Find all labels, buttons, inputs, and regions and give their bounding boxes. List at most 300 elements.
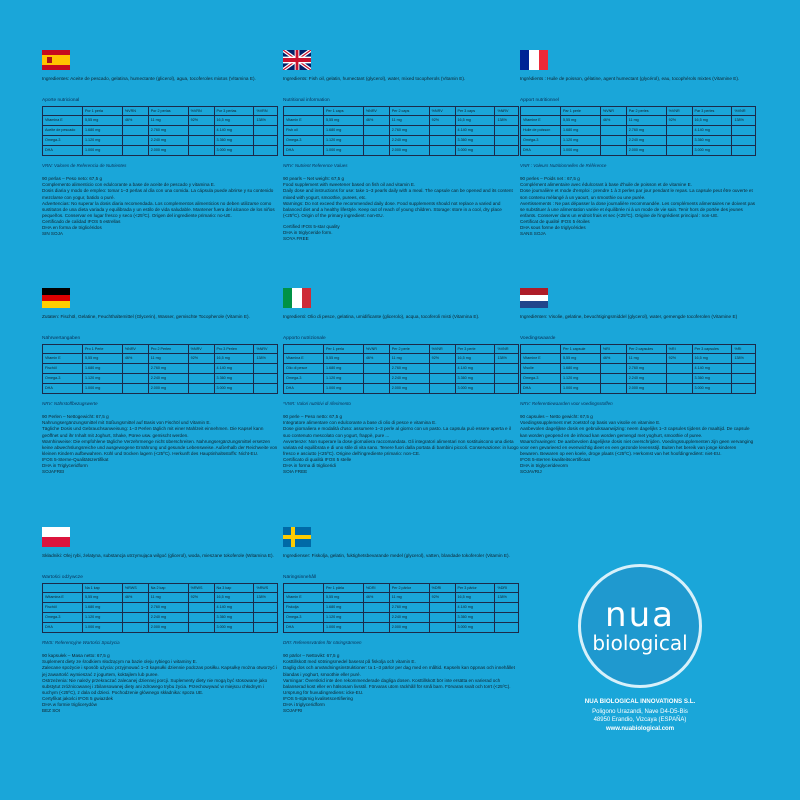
table-cell: 3.000 mg bbox=[214, 384, 254, 394]
table-cell: Par 3 perles bbox=[692, 107, 732, 116]
table-cell: %NRV bbox=[363, 107, 389, 116]
table-row bbox=[43, 584, 278, 593]
panel-en bbox=[283, 50, 519, 242]
table-cell: 3.000 mg bbox=[455, 623, 495, 633]
table-cell: 138% bbox=[732, 354, 756, 364]
table-cell: Per 1 pärla bbox=[323, 584, 363, 593]
description-line: SANS SOJA bbox=[520, 230, 546, 236]
table-cell: 11 mg bbox=[626, 116, 666, 126]
table-cell bbox=[254, 364, 278, 374]
table-cell: 16,5 mg bbox=[455, 354, 495, 364]
table-cell bbox=[495, 364, 519, 374]
nutrition-title: Apporto nutrizionale bbox=[283, 336, 326, 341]
table-cell bbox=[363, 374, 389, 384]
table-cell: 11 mg bbox=[389, 116, 429, 126]
description-line: 90 perlas – Peso neto: 67,5 g bbox=[42, 176, 103, 182]
ingredients-text: Ingredients: Fish oil, gelatin, humectant (glycerol), water, mixed tocopherols (Vitamin E). bbox=[283, 76, 466, 81]
table-cell: 16,5 mg bbox=[214, 354, 254, 364]
table-cell: 92% bbox=[666, 354, 692, 364]
table-cell bbox=[732, 126, 756, 136]
panel-it bbox=[283, 288, 519, 475]
table-row bbox=[284, 603, 519, 613]
table-cell: Pro 1 Perle bbox=[82, 345, 122, 354]
table-cell bbox=[254, 136, 278, 146]
table-cell: 1.000 mg bbox=[82, 146, 122, 156]
table-cell: 2.000 mg bbox=[626, 146, 666, 156]
reference-note: NRV: Nutrient Reference Values bbox=[283, 163, 348, 169]
table-cell bbox=[122, 374, 148, 384]
table-row bbox=[521, 126, 756, 136]
table-row bbox=[284, 354, 519, 364]
table-cell: 1.120 mg bbox=[323, 136, 363, 146]
table-cell: 2.760 mg bbox=[389, 603, 429, 613]
table-cell: 1.680 mg bbox=[323, 126, 363, 136]
table-cell bbox=[495, 374, 519, 384]
table-cell bbox=[495, 384, 519, 394]
table-row bbox=[521, 374, 756, 384]
table-cell: Vitamina E bbox=[284, 354, 324, 364]
table-cell: 46% bbox=[363, 593, 389, 603]
table-cell bbox=[284, 584, 324, 593]
table-row bbox=[43, 136, 278, 146]
table-cell bbox=[666, 384, 692, 394]
nutrition-table bbox=[520, 344, 756, 394]
table-cell: %RI bbox=[732, 345, 756, 354]
table-cell: 46% bbox=[363, 354, 389, 364]
table-row bbox=[43, 603, 278, 613]
italy-flag-icon bbox=[283, 288, 311, 308]
table-cell: Por 2 perlas bbox=[148, 107, 188, 116]
table-cell: 5,55 mg bbox=[323, 354, 363, 364]
table-cell: 4.140 mg bbox=[455, 126, 495, 136]
table-cell: 1.680 mg bbox=[323, 603, 363, 613]
table-cell: 1.120 mg bbox=[82, 136, 122, 146]
table-row bbox=[521, 107, 756, 116]
nutrition-title: Nährwertangaben bbox=[42, 336, 81, 341]
description-line: Warnhinweise: Die empfohlene tägliche Verzehrmenge nicht überschreiten. Nahrungsergänzungsmittel ersetzen keine abwechslungsreiche und ausgewogene Ernährung und gesunde Lebensweise. Außerhalb der Reichweite von kleinen Kindern aufbewahren. Kühl und trocken lagern (<25ºC). Herkunft des Hauptinhaltsstoffs: Nicht-EU. bbox=[42, 438, 278, 456]
table-cell bbox=[188, 146, 214, 156]
table-row bbox=[284, 126, 519, 136]
netherlands-flag-icon bbox=[520, 288, 548, 308]
table-cell: 16,5 mg bbox=[214, 116, 254, 126]
description-line: Certyfikat jakości IFOS 5 gwiazdek bbox=[42, 695, 113, 701]
table-row bbox=[284, 584, 519, 593]
table-row bbox=[284, 364, 519, 374]
table-cell: 92% bbox=[429, 354, 455, 364]
table-cell: 2.000 mg bbox=[148, 146, 188, 156]
table-row bbox=[521, 364, 756, 374]
table-cell bbox=[188, 623, 214, 633]
table-cell: 2.240 mg bbox=[626, 136, 666, 146]
description-line: BEZ SOI bbox=[42, 707, 61, 713]
table-cell: 1.680 mg bbox=[82, 603, 122, 613]
table-cell bbox=[732, 364, 756, 374]
nutrition-title: Aporte nutricional bbox=[42, 98, 80, 103]
description-line: Daily dose and instructions for use: take 1–3 pearls daily with a meal. The capsule can be opened and its content mixed with yogurt, smoothie, purees, etc. bbox=[283, 188, 513, 200]
description-line: SOJAFRI bbox=[283, 707, 303, 713]
table-cell bbox=[122, 136, 148, 146]
description-line: Certified IFOS 5-star quality bbox=[283, 223, 340, 229]
sweden-flag-icon bbox=[283, 527, 311, 547]
table-cell: %NRV bbox=[495, 107, 519, 116]
table-cell: 3.000 mg bbox=[455, 384, 495, 394]
table-cell: 1.120 mg bbox=[560, 136, 600, 146]
table-cell: %RWS bbox=[188, 584, 214, 593]
table-cell: 3.360 mg bbox=[455, 136, 495, 146]
table-cell: 3.360 mg bbox=[214, 374, 254, 384]
table-cell: 3.000 mg bbox=[692, 384, 732, 394]
table-cell: 138% bbox=[732, 116, 756, 126]
table-cell: 138% bbox=[495, 593, 519, 603]
table-cell: %NRV bbox=[429, 107, 455, 116]
table-cell: Per 2 pärlor bbox=[389, 584, 429, 593]
table-cell bbox=[666, 364, 692, 374]
table-cell: Na 2 kap bbox=[148, 584, 188, 593]
description-line: Certificat de qualité IFOS 5 étoiles bbox=[520, 218, 590, 224]
table-cell: 3.360 mg bbox=[455, 374, 495, 384]
table-cell: 11 mg bbox=[148, 354, 188, 364]
table-cell bbox=[429, 384, 455, 394]
nutrition-table bbox=[283, 583, 519, 633]
description-line: Dose giornaliera e modalità d'uso: assumere 1–3 perle al giorno con un pasto. La capsula può essere aperta e il suo contenuto mescolato con yogurt, frappè, pure ... bbox=[283, 426, 511, 438]
table-cell bbox=[600, 136, 626, 146]
table-cell bbox=[254, 146, 278, 156]
reference-note: *VNR: Valori nutritivi di riferimento bbox=[283, 401, 351, 407]
table-cell: %RI bbox=[600, 345, 626, 354]
description-line: SIN SOJA bbox=[42, 230, 63, 236]
table-cell bbox=[363, 623, 389, 633]
table-cell bbox=[732, 374, 756, 384]
table-cell: 3.360 mg bbox=[692, 374, 732, 384]
description-line: DHA in Triglyceridform bbox=[42, 462, 88, 468]
table-cell bbox=[43, 345, 83, 354]
description-line: DHA in triglyceride form. bbox=[283, 229, 333, 235]
table-cell: 1.000 mg bbox=[560, 384, 600, 394]
table-cell: Visolie bbox=[521, 364, 561, 374]
table-cell bbox=[122, 384, 148, 394]
description-line: Waarschuwingen: De aanbevolen dagelijkse dosis niet overschrijden. Voedingssupplementen zijn geen vervanging voor een gevarieerd en evenwichtig dieet en een gezonde levensstijl. Buiten het bereik van jonge kinderen bewaren. Bewaren op een koele, droge plaats (<25ºC). Herkomst van het hoofdingrediënt: niet-EU. bbox=[520, 438, 754, 456]
table-cell bbox=[43, 107, 83, 116]
table-cell: 1.680 mg bbox=[323, 364, 363, 374]
table-row bbox=[521, 384, 756, 394]
table-cell: 4.140 mg bbox=[455, 603, 495, 613]
table-cell: 46% bbox=[122, 116, 148, 126]
ingredients-text: Zutaten: Fischöl, Gelatine, Feuchthaltemittel (Glycerin), Wasser, gemischte Tocopherole (Vitamin E). bbox=[42, 314, 250, 319]
ingredients-text: Ingredienser: Fiskolja, gelatin, fuktighetsbevarande medel (glycerol), vatten, blandade tokoferoler (Vitamin E). bbox=[283, 553, 510, 558]
reference-note: DRI: Referensvärden för näringsämnen bbox=[283, 640, 362, 646]
description-line: Certificato di qualità IFOS 5 stelle bbox=[283, 456, 352, 462]
table-cell: 2.240 mg bbox=[389, 136, 429, 146]
table-cell: 46% bbox=[122, 354, 148, 364]
table-cell: %VRN bbox=[254, 107, 278, 116]
description-line: Varningar: Överskrid inte den rekommenderade dagliga dosen. Kosttillskott bör inte ersätta en varierad och balanserad kost eller en hälsosam livsstil. Förvaras utom räckhåll för små barn. Förvaras svalt och torrt (<25ºC). Ursprung för huvudingrediens: icke-EU. bbox=[283, 677, 511, 695]
company-name: NUA BIOLOGICAL INNOVATIONS S.L. bbox=[584, 698, 696, 705]
table-cell: Vitamin E bbox=[284, 116, 324, 126]
product-description bbox=[42, 414, 278, 475]
table-cell bbox=[600, 146, 626, 156]
table-cell: 2.760 mg bbox=[148, 603, 188, 613]
description-line: Advertencias: No superar la dosis diaria recomendada. Los complementos alimenticios no deben utilizarse como sustitutos de una dieta variada y equilibrada y un estilo de vida saludable. Mantener fuera del alcance de los niños pequeños. Conservar en lugar fresco y seco (<25ºC). Origen del ingrediente primario: no-UE. bbox=[42, 200, 275, 218]
table-cell: 5,55 mg bbox=[82, 593, 122, 603]
nutrition-title: Apport nutritionnel bbox=[520, 98, 559, 103]
description-line: 90 pearls – Net weight: 67,5 g bbox=[283, 176, 345, 182]
table-cell: 2.760 mg bbox=[389, 364, 429, 374]
nutrition-table bbox=[42, 583, 278, 633]
table-cell: Per 3 caps bbox=[455, 107, 495, 116]
table-cell: 16,5 mg bbox=[692, 116, 732, 126]
table-cell: 2.240 mg bbox=[148, 136, 188, 146]
nutrition-table bbox=[42, 344, 278, 394]
table-cell: Omega-3 bbox=[521, 374, 561, 384]
table-cell: 4.140 mg bbox=[214, 364, 254, 374]
company-info bbox=[580, 698, 700, 733]
table-cell: Vitamin E bbox=[284, 593, 324, 603]
table-cell: Per 2 caps bbox=[389, 107, 429, 116]
table-cell bbox=[188, 374, 214, 384]
table-cell bbox=[122, 126, 148, 136]
table-cell: 2.240 mg bbox=[389, 374, 429, 384]
table-cell: %VNR bbox=[732, 107, 756, 116]
table-cell: 16,5 mg bbox=[455, 593, 495, 603]
table-cell: Fiskolja bbox=[284, 603, 324, 613]
reference-note: NRV: Nährstoffbezugswerte bbox=[42, 401, 98, 407]
description-line: IFOS 5-sterren kwaliteitscertificaat bbox=[520, 456, 590, 462]
nutrition-table bbox=[42, 106, 278, 156]
panel-se bbox=[283, 527, 519, 714]
table-cell: %NRV bbox=[122, 345, 148, 354]
table-cell: Olio di pesce bbox=[284, 364, 324, 374]
table-row bbox=[284, 136, 519, 146]
table-cell bbox=[429, 364, 455, 374]
table-cell: Per 2 perle bbox=[389, 345, 429, 354]
table-cell: 1.680 mg bbox=[82, 364, 122, 374]
table-cell: 3.360 mg bbox=[692, 136, 732, 146]
table-cell: 1.680 mg bbox=[82, 126, 122, 136]
table-cell bbox=[363, 613, 389, 623]
table-row bbox=[43, 384, 278, 394]
table-cell bbox=[495, 613, 519, 623]
nutrition-title: Nutritional information bbox=[283, 98, 330, 103]
table-cell bbox=[188, 603, 214, 613]
table-cell: Fischöl bbox=[43, 603, 83, 613]
table-cell: 5,55 mg bbox=[560, 116, 600, 126]
description-line: 90 perle – Peso netto: 67,5 g bbox=[283, 414, 342, 420]
description-line: 90 capsules – Netto gewicht: 67,5 g bbox=[520, 414, 593, 420]
table-cell bbox=[254, 384, 278, 394]
table-cell: 11 mg bbox=[148, 116, 188, 126]
table-cell bbox=[521, 107, 561, 116]
table-cell: 92% bbox=[188, 593, 214, 603]
table-cell: 5,55 mg bbox=[323, 593, 363, 603]
table-cell: Omega-3 bbox=[43, 613, 83, 623]
table-cell: 3.000 mg bbox=[214, 623, 254, 633]
description-line: 90 Perlen – Nettogewicht: 67,5 g bbox=[42, 414, 109, 420]
table-cell: 1.120 mg bbox=[560, 374, 600, 384]
table-cell: 92% bbox=[188, 116, 214, 126]
table-cell: 4.140 mg bbox=[692, 364, 732, 374]
table-cell: 1.120 mg bbox=[323, 613, 363, 623]
table-cell bbox=[188, 364, 214, 374]
table-cell: Per 3 perle bbox=[455, 345, 495, 354]
table-cell bbox=[429, 623, 455, 633]
table-cell bbox=[600, 374, 626, 384]
table-row bbox=[284, 623, 519, 633]
table-cell: Omega-3 bbox=[43, 374, 83, 384]
table-row bbox=[43, 107, 278, 116]
table-cell: 11 mg bbox=[389, 354, 429, 364]
table-cell bbox=[188, 613, 214, 623]
table-cell: 3.360 mg bbox=[214, 613, 254, 623]
table-cell: 16,5 mg bbox=[455, 116, 495, 126]
company-website-link[interactable]: www.nuabiological.com bbox=[605, 725, 675, 732]
product-description bbox=[42, 176, 278, 237]
table-cell: 11 mg bbox=[626, 354, 666, 364]
table-cell bbox=[429, 374, 455, 384]
table-cell: 46% bbox=[363, 116, 389, 126]
panel-de bbox=[42, 288, 278, 475]
description-line: IFOS 5-stjärnig kvalitetscertifiering bbox=[283, 695, 353, 701]
description-line: Integratore alimentare con edulcorante a base di olio di pesce e vitamina E. bbox=[283, 420, 437, 426]
description-line: DHA in forma di trigliceridi bbox=[283, 462, 336, 468]
table-cell: 1.000 mg bbox=[323, 623, 363, 633]
table-row bbox=[43, 613, 278, 623]
table-cell bbox=[254, 603, 278, 613]
table-cell: 5,55 mg bbox=[323, 116, 363, 126]
table-row bbox=[521, 354, 756, 364]
table-cell bbox=[122, 364, 148, 374]
table-cell: 5,55 mg bbox=[560, 354, 600, 364]
table-cell: DHA bbox=[284, 146, 324, 156]
table-cell bbox=[666, 136, 692, 146]
table-row bbox=[43, 116, 278, 126]
table-cell bbox=[363, 146, 389, 156]
table-cell: Per 2 capsules bbox=[626, 345, 666, 354]
panel-pl bbox=[42, 527, 278, 714]
description-line: SOJAFREI bbox=[42, 468, 65, 474]
table-cell: DHA bbox=[43, 623, 83, 633]
description-line: Zalecane spożycie i sposób użycia: przyjmować 1–3 kapsułki dziennie podczas posiłku. Kapsułkę można otworzyć i jej zawartość wymieszać z jogurtem, koktajlem lub puree. bbox=[42, 665, 277, 677]
table-cell bbox=[600, 126, 626, 136]
table-cell: %VNR bbox=[495, 345, 519, 354]
description-line: Suplement diety ze środkiem słodzącym na bazie oleju rybiego i witaminy E. bbox=[42, 659, 197, 665]
table-cell: 16,5 mg bbox=[214, 593, 254, 603]
table-cell bbox=[363, 603, 389, 613]
table-cell: %DRI bbox=[495, 584, 519, 593]
table-cell: DHA bbox=[284, 623, 324, 633]
table-cell: Par 2 perles bbox=[626, 107, 666, 116]
table-cell: 2.760 mg bbox=[148, 364, 188, 374]
description-line: Dose journalière et mode d'emploi : prendre 1 à 3 perles par jour pendant le repas. La capsule peut être ouverte et son contenu mélangé à un yaourt, un smoothie ou une purée. bbox=[520, 188, 753, 200]
table-cell bbox=[284, 107, 324, 116]
table-row bbox=[284, 593, 519, 603]
table-row bbox=[284, 107, 519, 116]
table-cell: 92% bbox=[666, 116, 692, 126]
table-cell: 2.000 mg bbox=[626, 384, 666, 394]
table-cell: 4.140 mg bbox=[214, 126, 254, 136]
table-row bbox=[284, 116, 519, 126]
table-row bbox=[521, 116, 756, 126]
ingredients-text: Ingredientes: Aceite de pescado, gelatina, humectante (glicerol), agua, tocoferoles mixtos (Vitamina E). bbox=[42, 76, 256, 81]
table-cell bbox=[254, 613, 278, 623]
table-row bbox=[43, 126, 278, 136]
table-cell: 2.760 mg bbox=[626, 364, 666, 374]
table-cell: 3.360 mg bbox=[214, 136, 254, 146]
table-cell: 2.760 mg bbox=[626, 126, 666, 136]
table-cell: %RI bbox=[666, 345, 692, 354]
table-cell: %VNR bbox=[666, 107, 692, 116]
table-cell: Per 3 pärlor bbox=[455, 584, 495, 593]
table-row bbox=[284, 345, 519, 354]
description-line: DHA i triglyceridform bbox=[283, 701, 325, 707]
table-cell: Vitamine E bbox=[521, 116, 561, 126]
description-line: Avvertenze: Non superare la dose giornaliera raccomandata. Gli integratori alimentari non sostituiscono una dieta variata ed equilibrata e di uno stile di vita sano. Tenere fuori dalla portata di bambini piccoli. Conservazione: in luogo fresco e asciutto (<25ºC). Origine dell'ingrediente primario: non-CE. bbox=[283, 438, 519, 456]
table-row bbox=[284, 146, 519, 156]
table-cell bbox=[732, 384, 756, 394]
nutrition-table bbox=[520, 106, 756, 156]
table-cell: %DRI bbox=[429, 584, 455, 593]
table-cell bbox=[122, 603, 148, 613]
table-cell: Vitamin E bbox=[43, 354, 83, 364]
table-cell: 4.140 mg bbox=[455, 364, 495, 374]
table-cell: %VNR bbox=[429, 345, 455, 354]
table-cell: Par 1 perle bbox=[560, 107, 600, 116]
table-cell: Aceite de pescado bbox=[43, 126, 83, 136]
table-cell bbox=[666, 374, 692, 384]
table-cell: 92% bbox=[188, 354, 214, 364]
table-cell: 2.000 mg bbox=[389, 623, 429, 633]
description-line: Nahrungsergänzungsmittel mit Süßungsmittel auf Basis von Fischöl und Vitamin E. bbox=[42, 420, 211, 426]
table-cell: 2.240 mg bbox=[148, 613, 188, 623]
table-cell: 2.240 mg bbox=[389, 613, 429, 623]
table-cell: %NRV bbox=[188, 345, 214, 354]
description-line: Complément alimentaire avec édulcorant à base d'huile de poisson et de vitamine E. bbox=[520, 182, 692, 188]
table-row bbox=[521, 146, 756, 156]
table-row bbox=[43, 374, 278, 384]
table-cell: Por 3 perlas bbox=[214, 107, 254, 116]
table-cell: 2.000 mg bbox=[148, 384, 188, 394]
description-line: DHA in triglyceridevorm bbox=[520, 462, 568, 468]
table-cell bbox=[495, 603, 519, 613]
table-cell: %VNR bbox=[600, 107, 626, 116]
description-line: Tägliche Dosis und Gebrauchsanweisung: 1–3 Perlen täglich mit einer Mahlzeit einnehmen. Die Kapsel kann geöffnet und ihr Inhalt mit Joghurt, Shake, Püree usw. gemischt werden. bbox=[42, 426, 264, 438]
nua-biological-logo bbox=[578, 564, 702, 688]
table-cell bbox=[188, 136, 214, 146]
description-line: DHA en forma de triglicéridos bbox=[42, 224, 102, 230]
description-line: Daglig dos och användningsinstruktioner: ta 1–3 pärlor per dag med en måltid. Kapseln kan öppnas och innehållet blandas i yoghurt, smoothie eller puré. bbox=[283, 665, 515, 677]
table-cell: 3.000 mg bbox=[214, 146, 254, 156]
description-line: 90 kapsułek – Masa netto: 67,5 g bbox=[42, 653, 110, 659]
table-cell: %NRV bbox=[254, 345, 278, 354]
table-cell: %VRN bbox=[122, 107, 148, 116]
table-cell: 4.140 mg bbox=[692, 126, 732, 136]
table-cell: 1.680 mg bbox=[560, 126, 600, 136]
table-cell: 11 mg bbox=[389, 593, 429, 603]
germany-flag-icon bbox=[42, 288, 70, 308]
table-cell bbox=[732, 136, 756, 146]
table-cell bbox=[429, 146, 455, 156]
table-row bbox=[43, 364, 278, 374]
table-cell: 5,55 mg bbox=[82, 354, 122, 364]
table-cell bbox=[495, 146, 519, 156]
company-address-line-2: 48950 Erandio, Vizcaya (ESPAÑA) bbox=[593, 717, 687, 724]
table-cell: 1.000 mg bbox=[323, 146, 363, 156]
description-line: Ostrzeżenia: Nie należy przekraczać zalecanej dziennej porcji. Suplementy diety nie mogą być stosowane jako substytut zróżnicowanej i zbilansowanej diety ani zdrowego trybu życia. Przechowywać w miejscu chłodnym i suchym (<25ºC), z dala od dzieci. Pochodzenie głównego składnika: spoza UE. bbox=[42, 677, 268, 695]
product-description bbox=[42, 653, 278, 714]
table-cell: 1.120 mg bbox=[82, 613, 122, 623]
table-cell: 1.680 mg bbox=[560, 364, 600, 374]
table-cell: 2.760 mg bbox=[389, 126, 429, 136]
table-cell: 46% bbox=[122, 593, 148, 603]
